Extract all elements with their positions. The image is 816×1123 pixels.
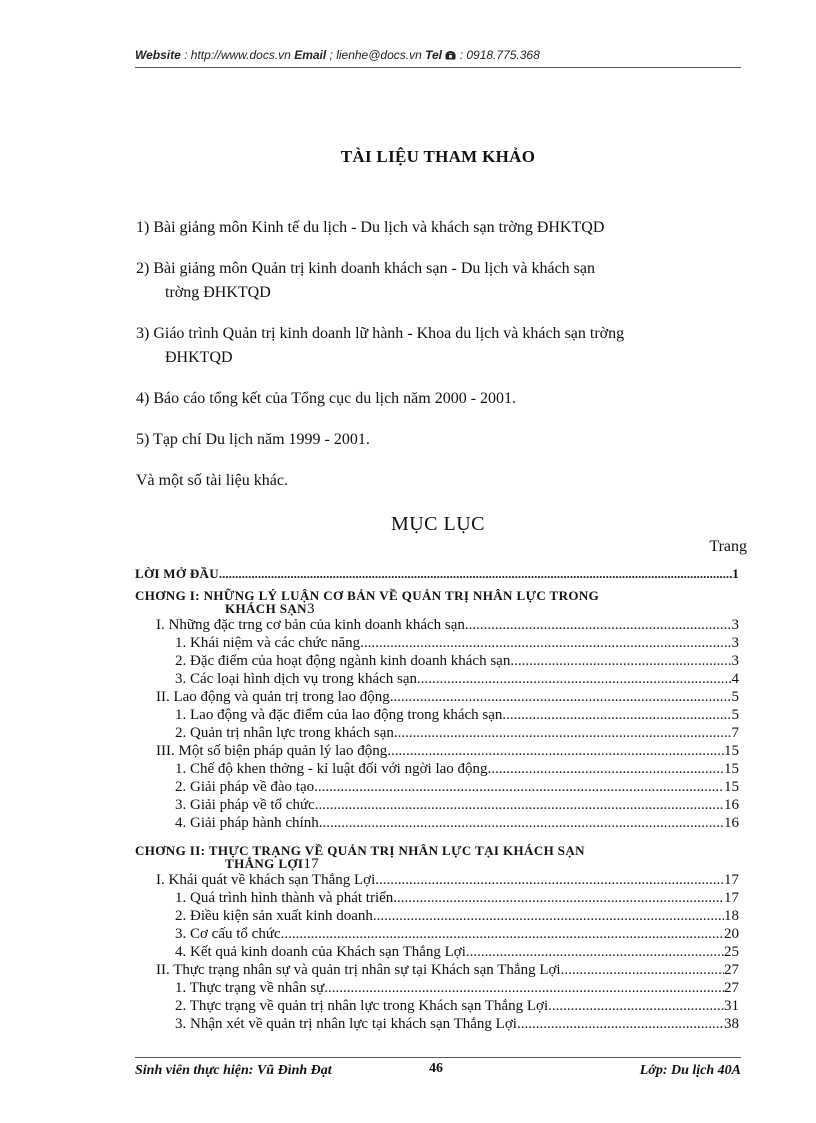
toc-label: 1. Thực trạng về nhân sự <box>175 980 325 996</box>
toc-page: 17 <box>303 856 320 872</box>
toc-leader <box>319 796 724 814</box>
toc-leader <box>561 961 724 979</box>
toc-page: 27 <box>724 980 739 996</box>
toc-page: 38 <box>724 1016 739 1032</box>
tel-label: Tel <box>425 48 443 62</box>
reference-item <box>136 322 740 370</box>
chapter-title: CHƠNG II: THỰC TRẠNG VỀ QUẢN TRỊ NHÂN LỰC TẠI KHÁCH SẠN <box>135 843 585 858</box>
toc-entry <box>135 634 739 652</box>
footer-class: Lớp: Du lịch 40A <box>639 1063 741 1078</box>
toc-page: 27 <box>724 962 739 978</box>
reference-line-continued: ĐHKTQD <box>165 349 233 366</box>
toc-entry-intro <box>135 565 739 583</box>
toc-label: 2. Thực trạng về quản trị nhân lực trong Khách sạn Thắng Lợi <box>175 998 549 1014</box>
toc-page: 20 <box>724 926 739 942</box>
toc-label: 1. Chế độ khen thởng - kỉ luật đối với ngời lao động. <box>175 761 492 777</box>
toc-entry <box>135 706 739 724</box>
toc-page: 7 <box>731 725 739 741</box>
reference-line-continued: trờng ĐHKTQD <box>165 284 271 301</box>
table-of-contents <box>135 565 739 1033</box>
toc-label: LỜI MỞ ĐẦU <box>135 566 219 581</box>
reference-line: 5) Tạp chí Du lịch năm 1999 - 2001. <box>136 431 370 448</box>
toc-page-header: Trang <box>709 538 747 555</box>
toc-page: 16 <box>724 815 739 831</box>
toc-title: MỤC LỤC <box>390 513 486 535</box>
toc-leader <box>398 724 732 742</box>
email-label: Email <box>294 48 327 62</box>
footer-rule <box>135 1057 741 1058</box>
toc-chapter-2 <box>135 844 739 871</box>
references-list <box>136 216 740 510</box>
toc-leader <box>417 670 731 688</box>
toc-label: 2. Đặc điểm của hoạt động ngành kinh doanh khách sạn. <box>175 653 515 669</box>
toc-label: 3. Giải pháp về tổ chức. <box>175 797 319 813</box>
toc-entry <box>135 871 739 889</box>
toc-label: 4. Kết quả kinh doanh của Khách sạn Thắng Lợi <box>175 944 466 960</box>
toc-page: 3 <box>731 653 739 669</box>
toc-label: 1. Quá trình hình thành và phát triển. <box>175 890 398 906</box>
toc-page: 15 <box>724 761 739 777</box>
toc-entry <box>135 760 739 778</box>
toc-leader <box>469 616 732 634</box>
toc-page: 18 <box>724 908 739 924</box>
chapter-title-continued <box>135 602 739 616</box>
toc-label: 3. Cơ cấu tổ chức <box>175 926 281 942</box>
toc-label: KHÁCH SẠN <box>225 601 307 616</box>
toc-entry <box>135 889 739 907</box>
toc-page: 17 <box>724 872 739 888</box>
reference-item <box>136 387 740 411</box>
toc-label: 2. Quản trị nhân lực trong khách sạn. <box>175 725 398 741</box>
toc-page: 5 <box>731 689 739 705</box>
toc-entry <box>135 724 739 742</box>
toc-entry <box>135 616 739 634</box>
toc-entry <box>135 742 739 760</box>
toc-entry <box>135 1015 739 1033</box>
toc-entry <box>135 907 739 925</box>
toc-label: 2. Điều kiện sản xuất kinh doanh <box>175 908 373 924</box>
toc-leader <box>491 760 724 778</box>
toc-label: II. Thực trạng nhân sự và quản trị nhân sự tại Khách sạn Thắng Lợi <box>156 962 561 978</box>
toc-page: 4 <box>731 671 739 687</box>
toc-leader <box>281 925 724 943</box>
page-header <box>135 48 741 63</box>
toc-leader <box>373 907 724 925</box>
toc-page: 17 <box>724 890 739 906</box>
toc-label: I. Những đặc trng cơ bản của kinh doanh khách sạn. <box>156 617 469 633</box>
toc-leader <box>397 889 724 907</box>
toc-entry <box>135 979 739 997</box>
reference-line: 1) Bài giảng môn Kinh tế du lịch - Du lịch và khách sạn trờng ĐHKTQD <box>136 219 605 236</box>
header-rule <box>135 67 741 68</box>
toc-page: 15 <box>724 779 739 795</box>
toc-entry <box>135 814 739 832</box>
toc-leader <box>391 742 724 760</box>
toc-page: 3 <box>306 601 315 617</box>
toc-leader <box>219 565 732 583</box>
toc-page: 3 <box>731 617 739 633</box>
page-number: 46 <box>429 1061 443 1076</box>
toc-entry <box>135 925 739 943</box>
toc-leader <box>514 652 731 670</box>
toc-leader <box>466 943 724 961</box>
toc-page: 31 <box>724 998 739 1014</box>
tel-value: : 0918.775.368 <box>456 48 540 62</box>
toc-label: 2. Giải pháp về đào tạo. <box>175 779 318 795</box>
reference-item <box>136 257 740 305</box>
chapter-title-continued <box>135 857 739 871</box>
reference-line: 3) Giáo trình Quản trị kinh doanh lữ hành - Khoa du lịch và khách sạn trờng <box>136 325 625 342</box>
toc-leader <box>548 997 724 1015</box>
toc-entry <box>135 997 739 1015</box>
toc-chapter-1 <box>135 589 739 616</box>
toc-leader <box>324 979 724 997</box>
toc-entry <box>135 778 739 796</box>
page-footer <box>135 1061 741 1079</box>
website-label: Website <box>135 48 181 62</box>
toc-entry <box>135 943 739 961</box>
toc-entry <box>135 652 739 670</box>
toc-page: 5 <box>731 707 739 723</box>
website-value: : http://www.docs.vn <box>180 48 295 62</box>
toc-label: III. Một số biện pháp quản lý lao động. <box>156 743 391 759</box>
toc-page: 3 <box>731 635 739 651</box>
reference-line: 2) Bài giảng môn Quản trị kinh doanh khách sạn - Du lịch và khách sạn <box>136 260 595 277</box>
toc-label: II. Lao động và quản trị trong lao động <box>156 689 390 705</box>
toc-page: 15 <box>724 743 739 759</box>
toc-label: 3. Các loại hình dịch vụ trong khách sạn <box>175 671 418 687</box>
toc-leader <box>379 871 724 889</box>
reference-item <box>136 428 740 452</box>
toc-leader <box>318 778 724 796</box>
toc-label: THẮNG LỢI <box>225 856 304 871</box>
toc-entry <box>135 961 739 979</box>
reference-item <box>136 216 740 240</box>
toc-page: 25 <box>724 944 739 960</box>
toc-leader <box>322 814 724 832</box>
toc-label: 1. Khái niệm và các chức năng. <box>175 635 364 651</box>
email-value: ; lienhe@docs.vn <box>326 48 426 62</box>
toc-leader <box>364 634 732 652</box>
toc-label: 4. Giải pháp hành chính. <box>175 815 323 831</box>
toc-label: 1. Lao động và đặc điểm của lao động trong khách sạn <box>175 707 503 723</box>
toc-entry <box>135 688 739 706</box>
toc-label: I. Khái quát về khách sạn Thắng Lợi. <box>156 872 380 888</box>
toc-entry <box>135 670 739 688</box>
toc-leader <box>390 688 732 706</box>
toc-entry <box>135 796 739 814</box>
reference-line: 4) Báo cáo tổng kết của Tổng cục du lịch năm 2000 - 2001. <box>136 390 517 407</box>
toc-label: 3. Nhận xét về quản trị nhân lực tại khách sạn Thắng Lợi. <box>175 1016 521 1032</box>
toc-leader <box>502 706 731 724</box>
footer-student: Sinh viên thực hiện: Vũ Đình Đạt <box>135 1063 332 1078</box>
telephone-icon <box>445 49 456 63</box>
references-title: TÀI LIỆU THAM KHẢO <box>340 147 536 166</box>
references-other: Và một số tài liệu khác. <box>136 472 288 489</box>
toc-page: 1 <box>732 566 739 581</box>
toc-leader <box>521 1015 724 1033</box>
toc-page: 16 <box>724 797 739 813</box>
chapter-title: CHƠNG I: NHỮNG LÝ LUẬN CƠ BẢN VỀ QUẢN TRỊ NHÂN LỰC TRONG <box>135 588 600 603</box>
